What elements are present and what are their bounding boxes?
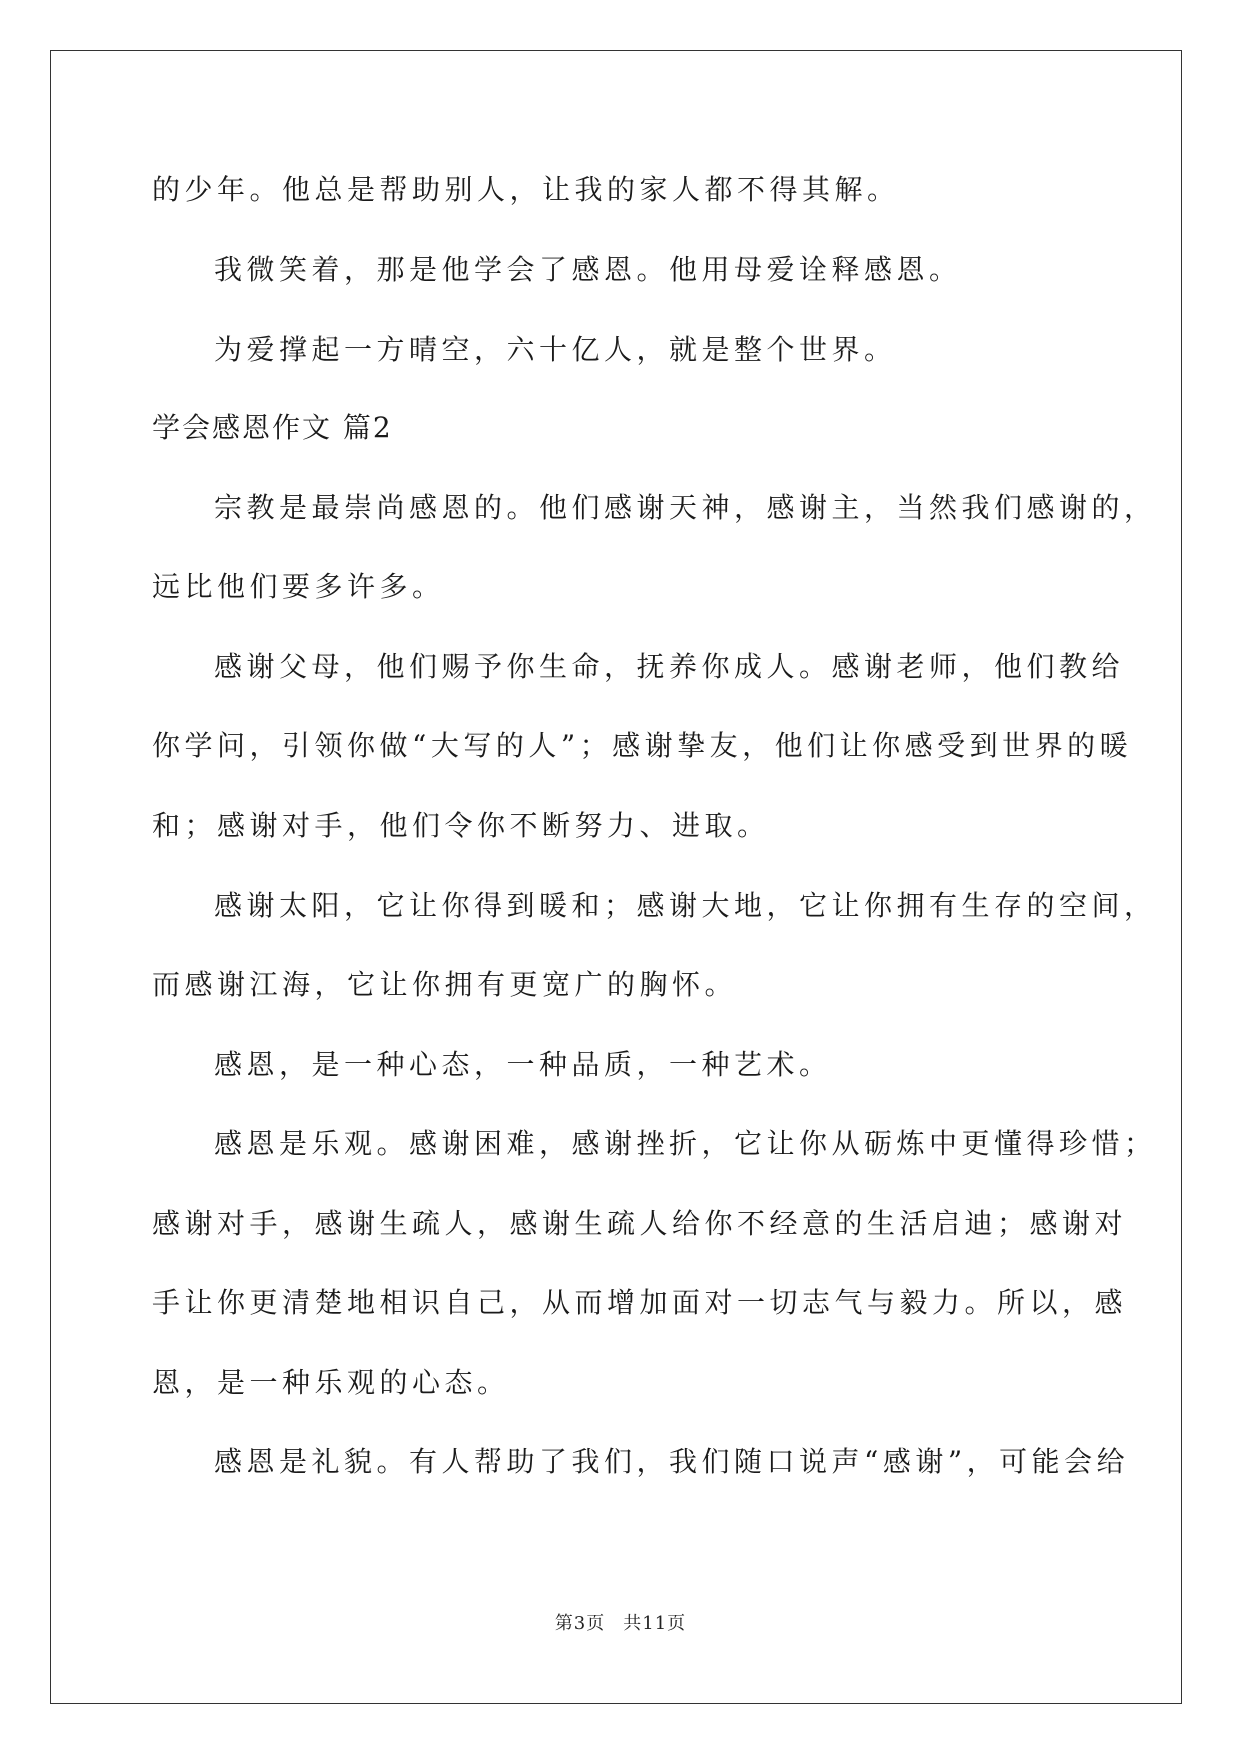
text-line: 手让你更清楚地相识自己，从而增加面对一切志气与毅力。所以，感 [152,1286,1128,1319]
page-total: 共11页 [623,1613,687,1634]
text-line: 感谢父母，他们赐予你生命，抚养你成人。感谢老师，他们教给 [214,650,1125,683]
section-heading: 学会感恩作文 篇2 [152,411,393,444]
text-line: 的少年。他总是帮助别人，让我的家人都不得其解。 [152,173,900,206]
text-line: 恩，是一种乐观的心态。 [152,1366,510,1399]
text-line: 感恩是礼貌。有人帮助了我们，我们随口说声“感谢”，可能会给 [214,1445,1130,1478]
text-line: 感谢对手，感谢生疏人，感谢生疏人给你不经意的生活启迪；感谢对 [152,1207,1128,1240]
page-number: 第3页 [554,1613,606,1634]
text-line: 感恩，是一种心态，一种品质，一种艺术。 [214,1048,832,1081]
text-line: 远比他们要多许多。 [152,570,445,603]
text-line: 你学问，引领你做“大写的人”；感谢挚友，他们让你感受到世界的暖 [152,729,1133,762]
page-footer [0,1612,1241,1636]
text-line: 宗教是最崇尚感恩的。他们感谢天神，感谢主，当然我们感谢的， [214,491,1157,524]
text-line: 而感谢江海，它让你拥有更宽广的胸怀。 [152,968,738,1001]
text-line: 感恩是乐观。感谢困难，感谢挫折，它让你从砺炼中更懂得珍惜； [214,1127,1157,1160]
text-line: 和；感谢对手，他们令你不断努力、进取。 [152,809,770,842]
text-line: 感谢太阳，它让你得到暖和；感谢大地，它让你拥有生存的空间， [214,889,1157,922]
text-line: 我微笑着，那是他学会了感恩。他用母爱诠释感恩。 [214,253,962,286]
text-line: 为爱撑起一方晴空，六十亿人，就是整个世界。 [214,333,897,366]
